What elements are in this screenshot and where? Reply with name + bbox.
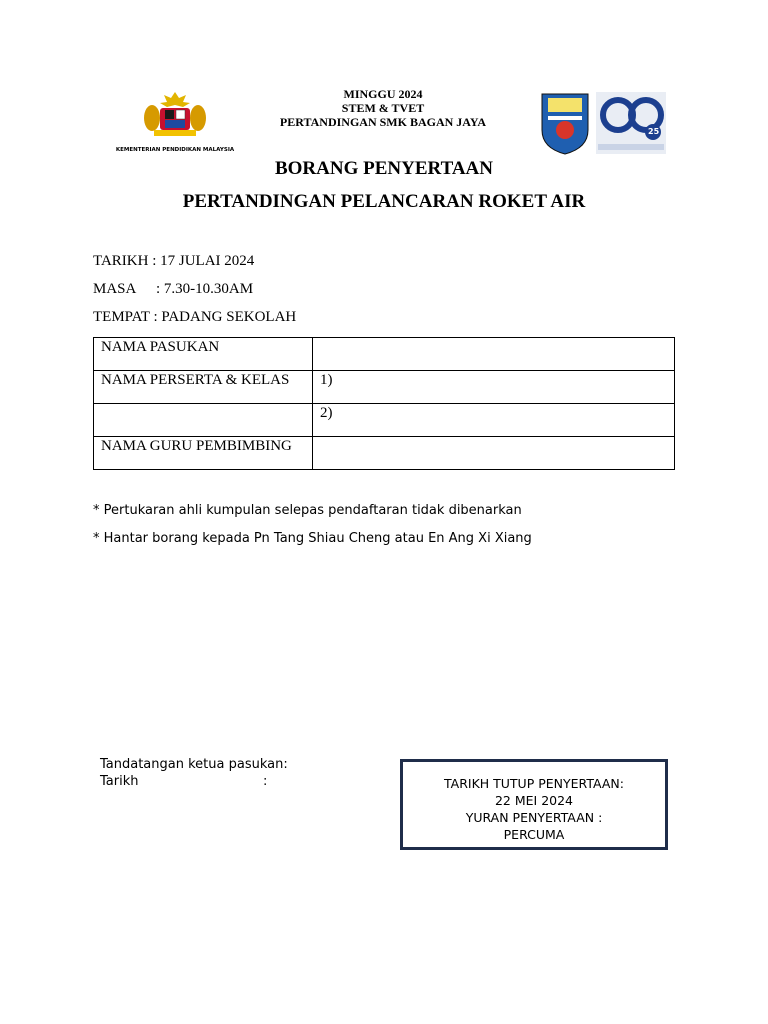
- date-line: [100, 773, 288, 790]
- signature-block: [100, 756, 288, 790]
- row-label: NAMA GURU PEMBIMBING: [94, 437, 313, 470]
- row-field[interactable]: 2): [313, 404, 675, 437]
- row-field[interactable]: [313, 437, 675, 470]
- coat-of-arms-icon: [110, 88, 240, 140]
- masa-value: : 7.30-10.30AM: [156, 281, 254, 297]
- signature-line: Tandatangan ketua pasukan:: [100, 757, 288, 772]
- school-logos: [536, 88, 668, 158]
- row-field[interactable]: [313, 338, 675, 371]
- row-label: NAMA PASUKAN: [94, 338, 313, 371]
- registration-table: [93, 337, 675, 470]
- header-line-1: MINGGU 2024: [343, 87, 423, 101]
- row-label: NAMA PERSERTA & KELAS: [94, 371, 313, 404]
- row-label: [94, 404, 313, 437]
- date-label: Tarikh: [100, 774, 139, 789]
- table-row: [94, 338, 675, 371]
- closing-date-label: TARIKH TUTUP PENYERTAAN:: [443, 776, 624, 791]
- form-title: BORANG PENYERTAAN: [274, 158, 494, 179]
- table-row: [94, 437, 675, 470]
- tarikh-line: TARIKH : 17 JULAI 2024: [93, 253, 255, 269]
- table-row: [94, 371, 675, 404]
- form-subtitle: PERTANDINGAN PELANCARAN ROKET AIR: [182, 191, 586, 212]
- school-crest-icon: [536, 88, 668, 158]
- masa-label: MASA: [93, 281, 137, 297]
- fee-label: YURAN PENYERTAAN :: [465, 810, 603, 825]
- table-row: [94, 404, 675, 437]
- row-field[interactable]: 1): [313, 371, 675, 404]
- tempat-line: TEMPAT : PADANG SEKOLAH: [93, 309, 297, 325]
- closing-date-value: 22 MEI 2024: [494, 793, 574, 808]
- kpm-logo: [110, 88, 240, 154]
- header-line-2: STEM & TVET: [341, 101, 425, 115]
- kpm-caption: KEMENTERIAN PENDIDIKAN MALAYSIA: [115, 147, 235, 153]
- header-line-3: PERTANDINGAN SMK BAGAN JAYA: [279, 115, 487, 129]
- note-1: * Pertukaran ahli kumpulan selepas pendaftaran tidak dibenarkan: [93, 503, 522, 518]
- logo-number: 25: [648, 127, 660, 136]
- fee-value: PERCUMA: [503, 827, 565, 842]
- header-block: [250, 87, 516, 129]
- closing-info-box: [400, 759, 668, 850]
- note-2: * Hantar borang kepada Pn Tang Shiau Cheng atau En Ang Xi Xiang: [93, 531, 532, 546]
- date-colon: :: [263, 774, 268, 789]
- masa-line: [93, 281, 253, 298]
